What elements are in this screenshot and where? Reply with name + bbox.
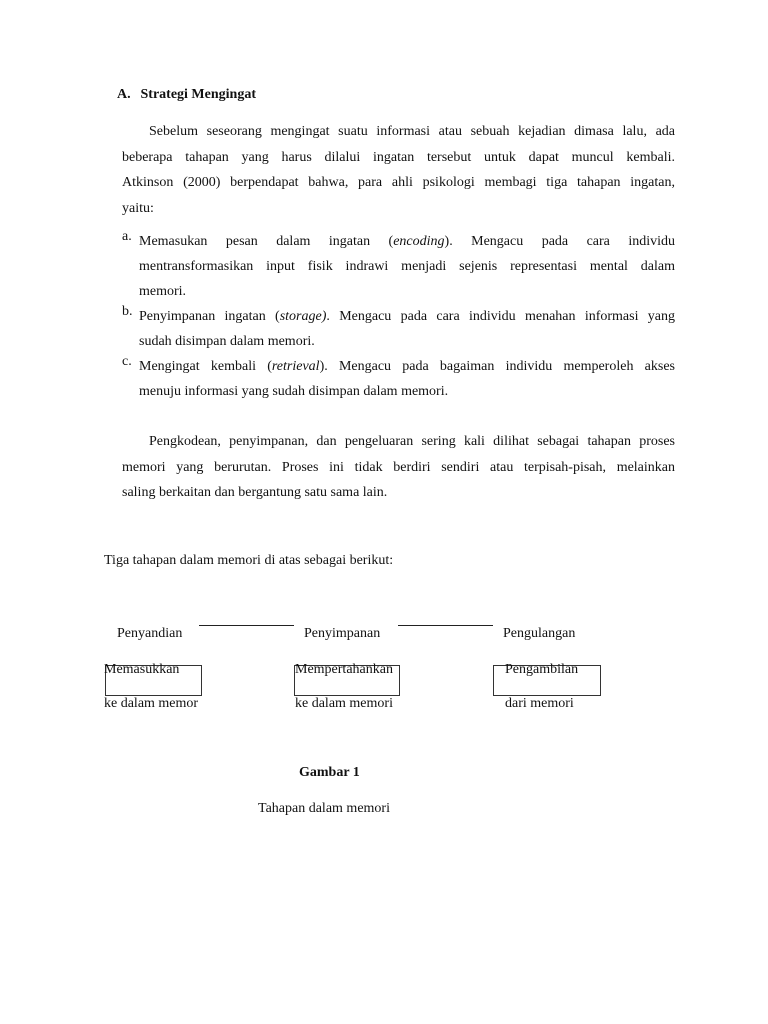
- list-marker: b.: [122, 304, 133, 319]
- section-number: A.: [117, 87, 131, 102]
- paragraph-line: yaitu:: [122, 200, 154, 216]
- list-item: [122, 354, 675, 404]
- section-heading: [117, 87, 256, 103]
- stage-desc-line: ke dalam memor: [104, 696, 199, 711]
- paragraph-process: [122, 429, 675, 506]
- stage-desc-line: dari memori: [505, 696, 574, 711]
- diagram-intro: Tiga tahapan dalam memori di atas sebagai berikut:: [104, 553, 394, 568]
- figure-caption-subtitle: Tahapan dalam memori: [258, 801, 390, 816]
- list-item: [122, 229, 675, 304]
- stage-list: [122, 229, 675, 404]
- list-item-line: menuju informasi yang sudah disimpan dalam memori.: [139, 384, 449, 399]
- paragraph-line: beberapa tahapan yang harus dilalui ingatan tersebut untuk dapat muncul kembali.: [122, 149, 675, 165]
- stage-name: Penyimpanan: [304, 626, 381, 641]
- stage-name: Penyandian: [117, 626, 183, 641]
- stage-desc-line: Mempertahankan: [295, 662, 393, 677]
- list-item-line: Penyimpanan ingatan (storage). Mengacu pada cara individu menahan informasi yang: [139, 309, 676, 324]
- stage-desc-line: Pengambilan: [505, 662, 579, 677]
- list-item-line: memori.: [139, 284, 187, 299]
- list-marker: c.: [122, 354, 132, 369]
- paragraph-intro: [122, 119, 675, 221]
- paragraph-line: memori yang berurutan. Proses ini tidak berdiri sendiri atau terpisah-pisah, melainkan: [122, 459, 675, 475]
- connector-line: [199, 625, 294, 626]
- stage-desc-line: ke dalam memori: [295, 696, 393, 711]
- list-marker: a.: [122, 229, 132, 244]
- paragraph-line: saling berkaitan dan bergantung satu sama lain.: [122, 485, 388, 500]
- paragraph-line: Pengkodean, penyimpanan, dan pengeluaran sering kali dilihat sebagai tahapan proses: [149, 434, 675, 449]
- list-item: [122, 304, 675, 354]
- paragraph-line: Sebelum seseorang mengingat suatu informasi atau sebuah kejadian dimasa lalu, ada: [149, 124, 675, 139]
- figure-caption-title: Gambar 1: [299, 765, 360, 780]
- stage-desc-line: Memasukkan: [104, 662, 180, 677]
- section-title: Strategi Mengingat: [140, 87, 256, 102]
- list-item-line: sudah disimpan dalam memori.: [139, 334, 315, 349]
- stage-name: Pengulangan: [503, 626, 576, 641]
- list-item-line: Memasukan pesan dalam ingatan (encoding). Mengacu pada cara individu: [139, 234, 675, 249]
- list-item-line: mentransformasikan input fisik indrawi menjadi sejenis representasi mental dalam: [139, 259, 675, 274]
- paragraph-line: Atkinson (2000) berpendapat bahwa, para ahli psikologi membagi tiga tahapan ingatan,: [122, 175, 675, 190]
- list-item-line: Mengingat kembali (retrieval). Mengacu pada bagaiman individu memperoleh akses: [139, 359, 675, 374]
- connector-line: [398, 625, 493, 626]
